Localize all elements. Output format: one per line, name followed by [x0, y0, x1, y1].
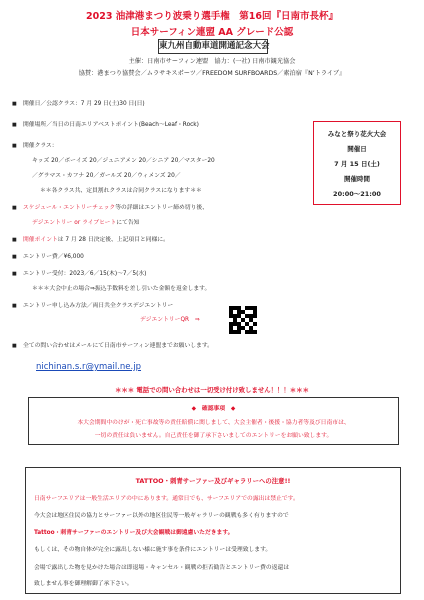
tattoo-paragraph-3: Tattoo・刺青サーファーのエントリー及び大会観戦は御遠慮いただきます。 — [34, 530, 234, 536]
qr-code-icon[interactable] — [229, 306, 257, 334]
points-text — [23, 236, 169, 244]
square-bullet-icon: ■ — [12, 343, 17, 349]
square-bullet-icon: ■ — [12, 122, 17, 128]
no-phone-notice: ＊＊＊ 電話での問い合わせは一切受け付け致しません！！！＊＊＊ — [115, 386, 309, 394]
classes-note: ＊＊各クラス共、定員割れクラスは合同クラスになります＊＊ — [40, 188, 202, 194]
fireworks-held-label: 開催日 — [347, 145, 367, 153]
sponsorship-line: 協賛：港まつり協賛会／ムラサキスポーツ／FREEDOM SURFBOARDS／素泊宿『N’トライブ』 — [78, 70, 346, 77]
period-text: エントリー受付：2023／6／15(木)～7／5(水) — [23, 271, 147, 277]
qr-label: デジエントリーQR ⇒ — [140, 317, 200, 323]
classes-line-1: キッズ 20／ボーイズ 20／ジュニアメン 20／シニア 20／マスター20 — [32, 158, 215, 164]
classes-heading: 開催クラス： — [23, 143, 58, 149]
classes-line-2: ／グラマス・カフナ 20／ガールズ 20／ウィメンズ 20／ — [32, 173, 181, 179]
points-rest: は 7 月 28 日決定後、上記項目と同様に。 — [57, 237, 169, 243]
tattoo-paragraph-4: もしくは、その物自体が完全に露出しない様に施す事を条件にエントリーは受理致します。 — [34, 547, 272, 553]
fireworks-time: 20:00～21:00 — [333, 190, 381, 198]
confirmation-title: ◆ 確認事項 ◆ — [191, 406, 236, 412]
fireworks-date: 7 月 15 日(土) — [334, 160, 380, 168]
tattoo-paragraph-2: 今大会は地区住民の協力とサーファー以外の地区住民等一般ギャラリーの観戦も多く有りますので — [34, 513, 289, 519]
tattoo-title: TATTOO・刺青サーファー及びギャラリーへの注意!! — [135, 477, 291, 485]
square-bullet-icon: ■ — [12, 254, 17, 260]
schedule-highlight-2: デジエントリー or ライブヒート — [32, 220, 117, 226]
square-bullet-icon: ■ — [12, 101, 17, 107]
venue-text: 開催場所／当日の日南エリアベストポイント(Beach～Leaf・Rock) — [23, 122, 199, 128]
square-bullet-icon: ■ — [12, 303, 17, 309]
fireworks-time-label: 開催時間 — [344, 175, 370, 183]
fireworks-title: みなと祭り花火大会 — [327, 130, 387, 138]
tattoo-paragraph-1: 日南サーフエリアは一般生活エリアの中にあります。通常日でも、サーフエリアでの露出は禁止です。 — [34, 496, 299, 502]
tattoo-paragraph-6: 致しません事を御理解御了承下さい。 — [34, 581, 133, 587]
schedule-text — [23, 204, 208, 212]
email-link[interactable]: nichinan.s.r@ymail.ne.jp — [36, 362, 142, 372]
square-bullet-icon: ■ — [12, 271, 17, 277]
event-banner: 東九州自動車道開通記念大会 — [158, 39, 268, 54]
square-bullet-icon: ■ — [12, 143, 17, 149]
tattoo-paragraph-5: 会場で露出した物を見かけた場合は即退場・キャンセル・観戦の拒否勧告とエントリー費の返還は — [34, 565, 290, 571]
title-line-2: 日本サーフィン連盟 AA グレード公認 — [130, 27, 294, 38]
contact-text: 全ての問い合わせはメールにて日南市サーフィン連盟までお願いします。 — [23, 343, 213, 349]
confirmation-box — [28, 397, 399, 445]
fee-text: エントリー費／¥6,000 — [23, 254, 84, 260]
schedule-rest: 等の詳細はエントリー締め切り後、 — [115, 205, 208, 211]
tattoo-notice-box — [25, 467, 401, 594]
confirmation-line-1: 本大会期間中のけが・死亡事故等の責任賠償に関しまして、大会主催者・後援・協力者等及び日南市は、 — [77, 420, 350, 426]
title-line-1: 2023 油津港まつり波乗り選手権 第16回『日南市長杯』 — [86, 11, 338, 22]
confirmation-line-2: 一切の責任は負いません。自己責任を御了承下さいましてのエントリーをお願い致します。 — [94, 433, 333, 439]
refund-note: ＊＊＊大会中止の場合⇒振込手数料を差し引いた金額を返金します。 — [32, 286, 211, 292]
fireworks-box — [313, 121, 401, 205]
sponsor-line: 主催：日南市サーフィン連盟 協力：(一社) 日南市観光協会 — [128, 58, 296, 65]
method-text: エントリー申し込み方法／両日共全クラスデジエントリー — [23, 303, 174, 309]
square-bullet-icon: ■ — [12, 237, 17, 243]
points-highlight: 開催ポイント — [23, 237, 58, 243]
square-bullet-icon: ■ — [12, 205, 17, 211]
schedule-rest-2: にて告知 — [116, 220, 140, 226]
schedule-highlight: スケジュール・エントリーチェック — [23, 205, 116, 211]
date-text: 開催日／公認クラス：7 月 29 日(土)30 日(日) — [23, 101, 145, 107]
schedule-line-2 — [32, 219, 139, 227]
